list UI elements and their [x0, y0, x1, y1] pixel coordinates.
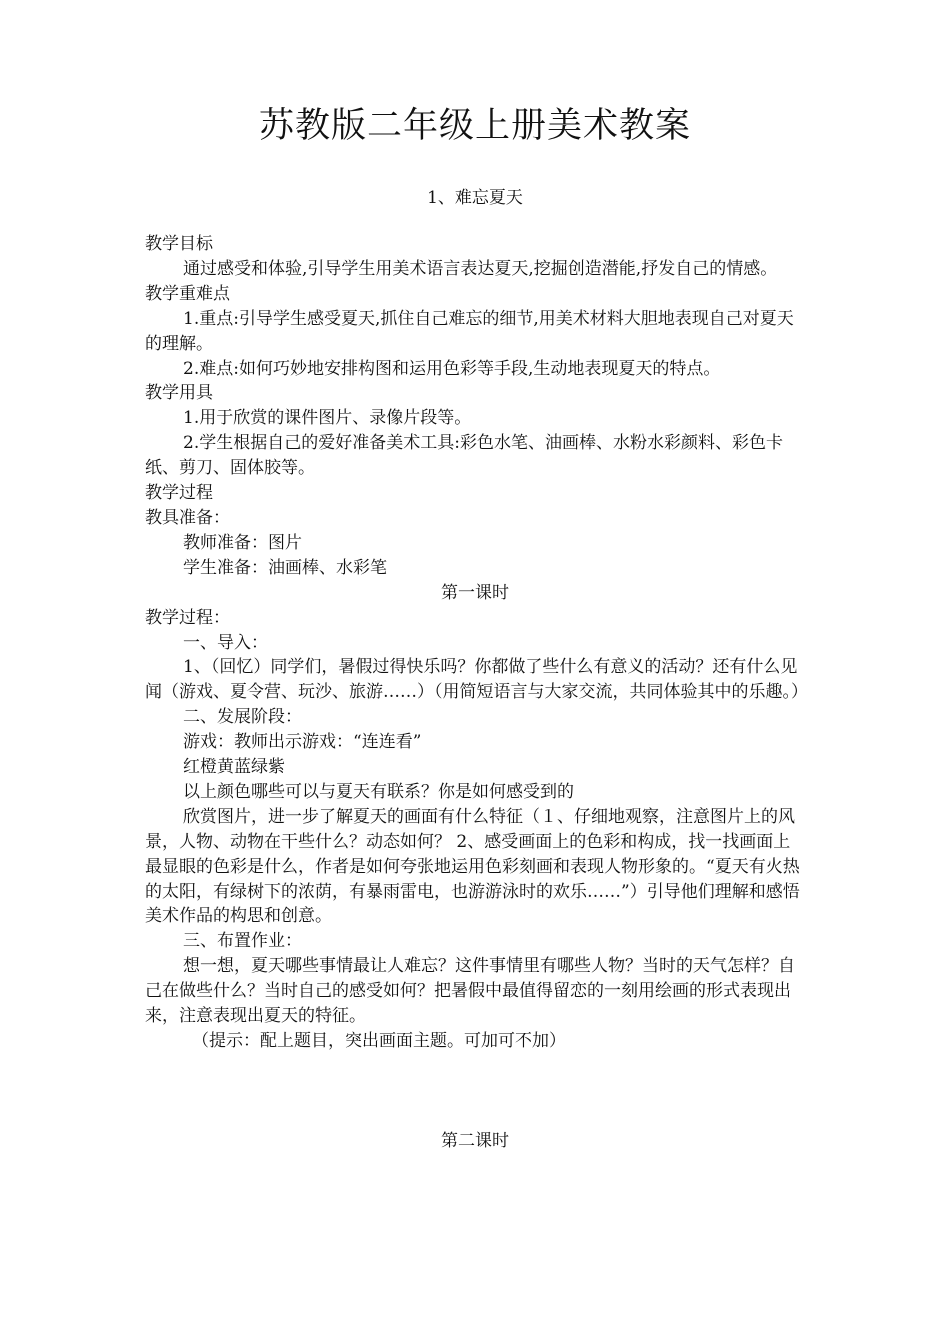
spacer: [145, 1054, 805, 1129]
paragraph: 2.难点:如何巧妙地安排构图和运用色彩等手段,生动地表现夏天的特点。: [183, 358, 721, 379]
heading-process: 教学过程：: [145, 607, 230, 628]
heading-preparation: 教具准备：: [145, 507, 230, 528]
paragraph: 学生准备：油画棒、水彩笔: [183, 557, 387, 578]
paragraph: 教师准备：图片: [183, 532, 302, 553]
paragraph: 一、导入：: [183, 632, 268, 653]
paragraph: 通过感受和体验,引导学生用美术语言表达夏天,挖掘创造潜能,抒发自己的情感。: [183, 258, 778, 279]
paragraph: （提示：配上题目，突出画面主题。可加可不加）: [192, 1031, 566, 1051]
paragraph: 红橙黄蓝绿紫: [183, 757, 285, 778]
paragraph: 三、布置作业：: [183, 931, 302, 952]
paragraph: 2.学生根据自己的爱好准备美术工具:彩色水笔、油画棒、水粉水彩颜料、彩色卡纸、剪刀、固体胶等。: [145, 433, 783, 479]
document-title: 苏教版二年级上册美术教案: [258, 106, 691, 146]
paragraph: 欣赏图片，进一步了解夏天的画面有什么特征（１、仔细地观察，注意图片上的风景，人物、动物在干些什么？动态如何？ 2、感受画面上的色彩和构成，找一找画面上最显眼的色彩是什么，作者是如何夸张地运用色彩刻画和表现人物形象的。“夏天有火热的太阳，有绿树下的浓荫，有暴雨雷电，也游游泳时的欢乐……”）引导他们理解和感悟美术作品的构思和创意。: [145, 806, 800, 927]
paragraph: 二、发展阶段：: [183, 707, 302, 728]
paragraph: 想一想，夏天哪些事情最让人难忘？这件事情里有哪些人物？当时的天气怎样？自己在做些什么？当时自己的感受如何？把暑假中最值得留恋的一刻用绘画的形式表现出来，注意表现出夏天的特征。: [145, 956, 795, 1027]
paragraph: 以上颜色哪些可以与夏天有联系？你是如何感受到的: [183, 781, 574, 802]
heading-teaching-tools: 教学用具: [145, 383, 213, 404]
paragraph: 1、（回忆）同学们，暑假过得快乐吗？你都做了些什么有意义的活动？还有什么见闻（游戏、夏令营、玩沙、旅游……）（用简短语言与大家交流，共同体验其中的乐趣。）: [145, 657, 808, 703]
section-heading-first-lesson: 第一课时: [441, 582, 509, 603]
paragraph: 1.用于欣赏的课件图片、录像片段等。: [183, 408, 472, 429]
section-heading-second-lesson: 第二课时: [441, 1130, 509, 1151]
lesson-title: 1、难忘夏天: [427, 188, 523, 208]
heading-key-points: 教学重难点: [145, 283, 230, 304]
paragraph: 1.重点:引导学生感受夏天,抓住自己难忘的细节,用美术材料大胆地表现自己对夏天的理解。: [145, 308, 794, 354]
paragraph: 游戏：教师出示游戏：“连连看”: [183, 732, 422, 753]
heading-teaching-goals: 教学目标: [145, 234, 213, 254]
heading-teaching-process: 教学过程: [145, 483, 213, 504]
document-body: [145, 232, 808, 1154]
